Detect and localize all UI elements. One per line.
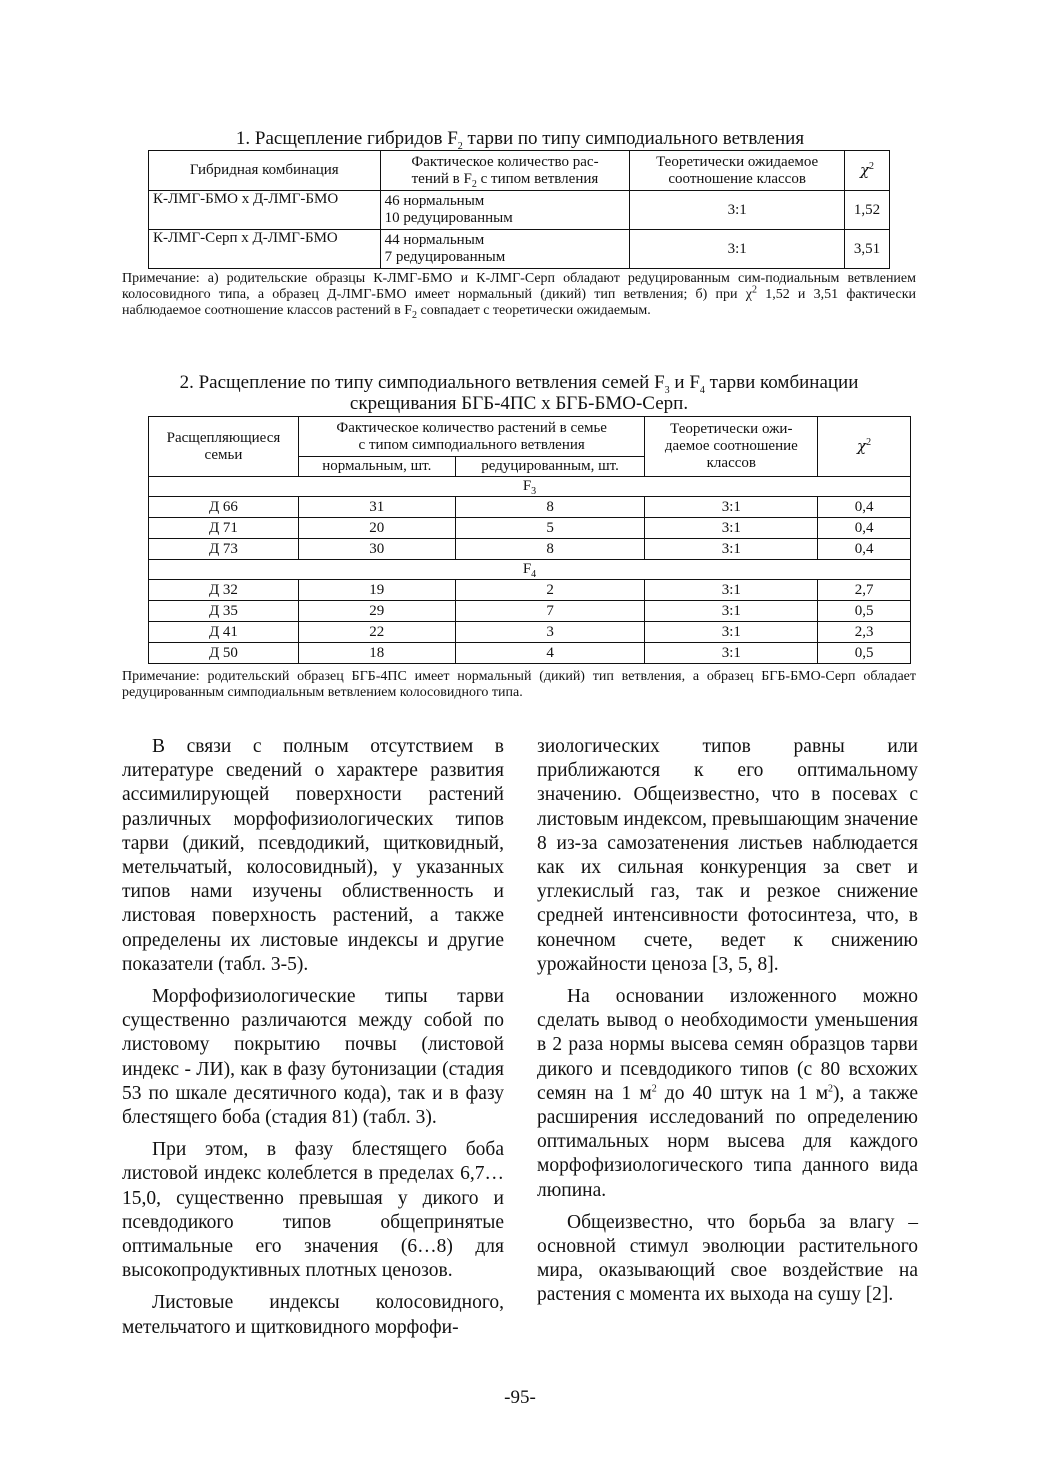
table1-header-fact: Фактическое количество рас- тений в $F_2$ с типом ветвления — [380, 151, 630, 191]
table-row — [149, 539, 911, 560]
paragraph: При этом, в фазу блестящего боба листовой индекс колеблется в пределах 6,7…15,0, существенно превышая у дикого и псевдодикого типов общепринятые оптимальные его значения (6…8) для высокопродуктивных плотных ценозов. — [122, 1139, 504, 1282]
table-row — [149, 518, 911, 539]
table2-cell-normal: 20 — [298, 518, 455, 539]
table2-cell-chi: 0,5 — [818, 601, 911, 622]
table1-row1-fact: 46 нормальным 10 редуцированным — [380, 191, 630, 230]
table2-cell-reduced: 4 — [455, 643, 645, 664]
table2-cell-ratio: 3:1 — [645, 601, 818, 622]
table2-cell-chi: 0,5 — [818, 643, 911, 664]
table2-cell-reduced: 8 — [455, 497, 645, 518]
table2-group-f3: $F_3$ — [149, 477, 911, 497]
table2-cell-ratio: 3:1 — [645, 518, 818, 539]
table2-cell-chi: 0,4 — [818, 497, 911, 518]
table2-cell-ratio: 3:1 — [645, 643, 818, 664]
paragraph: Морфофизиологические типы тарви существенно различаются между собой по листовому покрытию почвы (листовой индекс - ЛИ), как в фазу бутонизации (стадия 53 по шкале десятичного кода), так и в фазу блестящего боба (стадия 81) (табл. 3). — [122, 986, 504, 1129]
table1-row2-chi: 3,51 — [845, 230, 890, 269]
table2-cell-normal: 22 — [298, 622, 455, 643]
table2-header-theor: Теоретически ожи- даемое соотношение классов — [645, 417, 818, 477]
table-row — [149, 622, 911, 643]
table2 — [148, 416, 911, 664]
table2-cell-ratio: 3:1 — [645, 497, 818, 518]
table1-header-theor: Теоретически ожидаемое соотношение классов — [630, 151, 845, 191]
table2-cell-reduced: 5 — [455, 518, 645, 539]
paragraph: Общеизвестно, что борьба за влагу – основной стимул эволюции растительного мира, оказывающий свое воздействие на растения с момента их выхода на сушу [2]. — [537, 1211, 918, 1306]
table2-cell-normal: 18 — [298, 643, 455, 664]
table1-caption: 1. Расщепление гибридов $F_2$ тарви по типу симподиального ветвления — [235, 128, 805, 152]
table2-cell-chi: 2,7 — [818, 580, 911, 601]
table-row — [149, 497, 911, 518]
table2-cell-family: Д 66 — [149, 497, 299, 518]
table1-row1-combo: К-ЛМГ-БМО х Д-ЛМГ-БМО — [149, 191, 381, 230]
table-row — [149, 191, 890, 230]
body-left-column — [122, 735, 504, 1340]
table2-cell-family: Д 71 — [149, 518, 299, 539]
table2-group-f4: $F_4$ — [149, 560, 911, 580]
table1-row2-ratio: 3:1 — [630, 230, 845, 269]
page-number: -95- — [504, 1387, 536, 1408]
table2-cell-reduced: 3 — [455, 622, 645, 643]
table2-caption: 2. Расщепление по типу симподиального ветвления семей $F_3$ и $F_4$ тарви комбинации скрещивания БГБ-4ПС х БГБ-БМО-Серп. — [179, 372, 859, 414]
table2-cell-ratio: 3:1 — [645, 622, 818, 643]
table2-cell-chi: 0,4 — [818, 518, 911, 539]
table1-row2-fact: 44 нормальным 7 редуцированным — [380, 230, 630, 269]
table2-cell-ratio: 3:1 — [645, 539, 818, 560]
table2-cell-family: Д 41 — [149, 622, 299, 643]
paragraph: Листовые индексы колосовидного, метельчатого и щитковидного морфофи- — [122, 1292, 504, 1338]
table2-cell-chi: 0,4 — [818, 539, 911, 560]
table1-row1-ratio: 3:1 — [630, 191, 845, 230]
table1-header-combo: Гибридная комбинация — [149, 151, 381, 191]
table1-header-chi: $\chi^2$ — [845, 151, 890, 191]
table2-cell-reduced: 2 — [455, 580, 645, 601]
table-row — [149, 601, 911, 622]
table-row — [149, 643, 911, 664]
table1 — [148, 150, 890, 269]
paragraph: зиологических типов равны или приближаются к его оптимальному значению. Общеизвестно, что в посевах с листовым индексом, превышающим значение 8 из-за самозатенения листьев наблюдается как их сильная конкуренция за свет и углекислый газ, так и резкое снижение средней интенсивности фотосинтеза, что, в конечном счете, ведет к снижению урожайности ценоза [3, 5, 8]. — [537, 736, 918, 975]
table2-cell-reduced: 8 — [455, 539, 645, 560]
table2-cell-family: Д 32 — [149, 580, 299, 601]
table-row — [149, 580, 911, 601]
table-row — [149, 230, 890, 269]
table2-cell-chi: 2,3 — [818, 622, 911, 643]
table2-header-reduced: редуцированным, шт. — [455, 457, 645, 477]
table2-header-chi: $\chi^2$ — [818, 417, 911, 477]
body-right-column — [537, 735, 918, 1308]
paragraph: В связи с полным отсутствием в литературе сведений о характере развития ассимилирующей поверхности растений различных морфофизиологических типов тарви (дикий, псевдодикий, щитковидный, метельчатый, колосовидный), у указанных типов нами изучены облиственность и листовая поверхность растений, а также определены их листовые индексы и другие показатели (табл. 3-5). — [122, 736, 504, 975]
table2-cell-normal: 29 — [298, 601, 455, 622]
table2-cell-normal: 19 — [298, 580, 455, 601]
table2-cell-ratio: 3:1 — [645, 580, 818, 601]
table2-cell-family: Д 73 — [149, 539, 299, 560]
table1-row2-combo: К-ЛМГ-Серп х Д-ЛМГ-БМО — [149, 230, 381, 269]
table2-note: Примечание: родительский образец БГБ-4ПС имеет нормальный (дикий) тип ветвления, а образец БГБ-БМО-Серп обладает редуцированным симподиальным ветвлением колосовидного типа. — [122, 669, 916, 700]
table2-header-families: Расщепляющиеся семьи — [149, 417, 299, 477]
table2-cell-family: Д 50 — [149, 643, 299, 664]
table2-cell-reduced: 7 — [455, 601, 645, 622]
table2-cell-normal: 31 — [298, 497, 455, 518]
table2-header-normal: нормальным, шт. — [298, 457, 455, 477]
table2-cell-normal: 30 — [298, 539, 455, 560]
paragraph: На основании изложенного можно сделать вывод о необходимости уменьшения в 2 раза нормы высева семян образцов тарви дикого и псевдодикого типов (с 80 всхожих семян на 1 $м^2$ до 40 штук на 1 $м^2$), а также расширения исследований по определению оптимальных норм высева для каждого морфофизиологического типа данного вида люпина. — [537, 986, 918, 1201]
table2-header-fact: Фактическое количество растений в семье с типом симподиального ветвления — [298, 417, 645, 457]
table1-row1-chi: 1,52 — [845, 191, 890, 230]
table2-cell-family: Д 35 — [149, 601, 299, 622]
table1-note: Примечание: а) родительские образцы К-ЛМГ-БМО и К-ЛМГ-Серп обладают редуцированным сим-подиальным ветвлением колосовидного типа, а образец Д-ЛМГ-БМО имеет нормальный (дикий) тип ветвления; б) при $\chi^2$ 1,52 и 3,51 фактически наблюдаемое соотношение классов растений в $F_2$ совпадает с теоретически ожидаемым. — [122, 271, 916, 321]
